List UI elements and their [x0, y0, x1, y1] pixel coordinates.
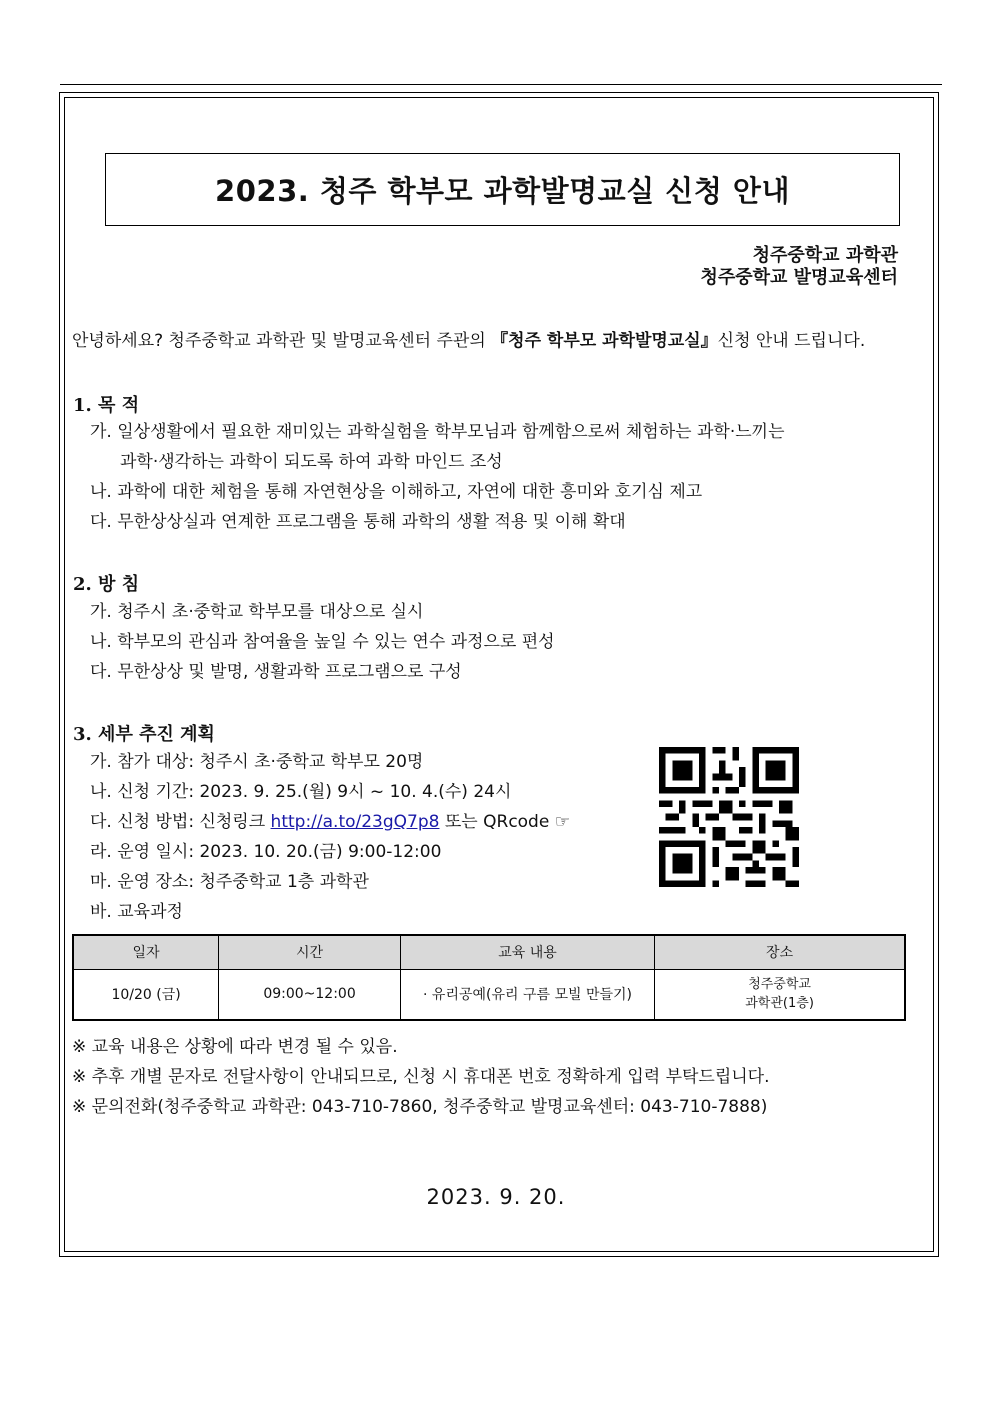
cell-time: 09:00~12:00	[219, 969, 401, 1020]
cell-content: · 유리공예(유리 구름 모빌 만들기)	[400, 969, 654, 1020]
section-3-heading: 3. 세부 추진 계획	[73, 724, 215, 745]
org-line-1: 청주중학교 과학관	[752, 245, 898, 266]
schedule-table	[72, 934, 906, 1021]
section-3-item-a: 가. 참가 대상: 청주시 초·중학교 학부모 20명	[90, 752, 424, 772]
note-2: ※ 추후 개별 문자로 전달사항이 안내되므로, 신청 시 휴대폰 번호 정확하게 입력 부탁드립니다.	[72, 1067, 770, 1087]
section-3-item-d: 라. 운영 일시: 2023. 10. 20.(금) 9:00-12:00	[90, 842, 442, 862]
intro-text-after: 신청 안내 드립니다.	[717, 331, 866, 351]
intro-paragraph	[72, 330, 865, 352]
intro-text-before: 안녕하세요? 청주중학교 과학관 및 발명교육센터 주관의	[72, 331, 492, 351]
section-3-item-b: 나. 신청 기간: 2023. 9. 25.(월) 9시 ~ 10. 4.(수) 24시	[90, 782, 512, 802]
section-1-item-a-cont: 과학·생각하는 과학이 되도록 하여 과학 마인드 조성	[120, 452, 503, 472]
section-1-item-b: 나. 과학에 대한 체험을 통해 자연현상을 이해하고, 자연에 대한 흥미와 호기심 제고	[90, 482, 703, 502]
intro-program-name: 『청주 학부모 과학발명교실』	[491, 331, 718, 351]
note-1: ※ 교육 내용은 상황에 따라 변경 될 수 있음.	[72, 1037, 398, 1057]
section-1-item-a: 가. 일상생활에서 필요한 재미있는 과학실험을 학부모님과 함께함으로써 체험하는 과학·느끼는	[90, 422, 785, 442]
section-3-item-c	[90, 811, 570, 833]
top-rule	[60, 84, 942, 85]
cell-place-line-1: 청주중학교	[748, 977, 811, 993]
header-time: 시간	[219, 935, 401, 969]
apply-link[interactable]: http://a.to/23gQ7p8	[270, 812, 440, 832]
section-2-item-a: 가. 청주시 초·중학교 학부모를 대상으로 실시	[90, 602, 424, 622]
header-date: 일자	[73, 935, 219, 969]
table-row	[73, 969, 905, 1020]
apply-method-label: 다. 신청 방법: 신청링크	[90, 812, 271, 832]
title-box	[105, 153, 900, 226]
section-2-item-c: 다. 무한상상 및 발명, 생활과학 프로그램으로 구성	[90, 662, 462, 682]
header-place: 장소	[655, 935, 905, 969]
qr-code-icon[interactable]	[659, 747, 799, 887]
section-2-heading: 2. 방 침	[73, 574, 140, 595]
cell-date: 10/20 (금)	[73, 969, 219, 1020]
qrcode-text: 또는 QRcode ☞	[439, 812, 570, 832]
table-header-row	[73, 935, 905, 969]
document-date: 2023. 9. 20.	[426, 1185, 566, 1209]
section-3-item-f: 바. 교육과정	[90, 902, 183, 922]
header-content: 교육 내용	[400, 935, 654, 969]
section-2-item-b: 나. 학부모의 관심과 참여율을 높일 수 있는 연수 과정으로 편성	[90, 632, 555, 652]
section-1-heading: 1. 목 적	[73, 395, 140, 416]
note-3: ※ 문의전화(청주중학교 과학관: 043-710-7860, 청주중학교 발명교육센터: 043-710-7888)	[72, 1097, 768, 1117]
section-1-item-c: 다. 무한상상실과 연계한 프로그램을 통해 과학의 생활 적용 및 이해 확대	[90, 512, 626, 532]
cell-place	[655, 969, 905, 1020]
org-line-2: 청주중학교 발명교육센터	[700, 267, 898, 288]
section-3-item-e: 마. 운영 장소: 청주중학교 1층 과학관	[90, 872, 369, 892]
cell-place-line-2: 과학관(1층)	[745, 996, 814, 1012]
page-title: 2023. 청주 학부모 과학발명교실 신청 안내	[215, 174, 790, 208]
